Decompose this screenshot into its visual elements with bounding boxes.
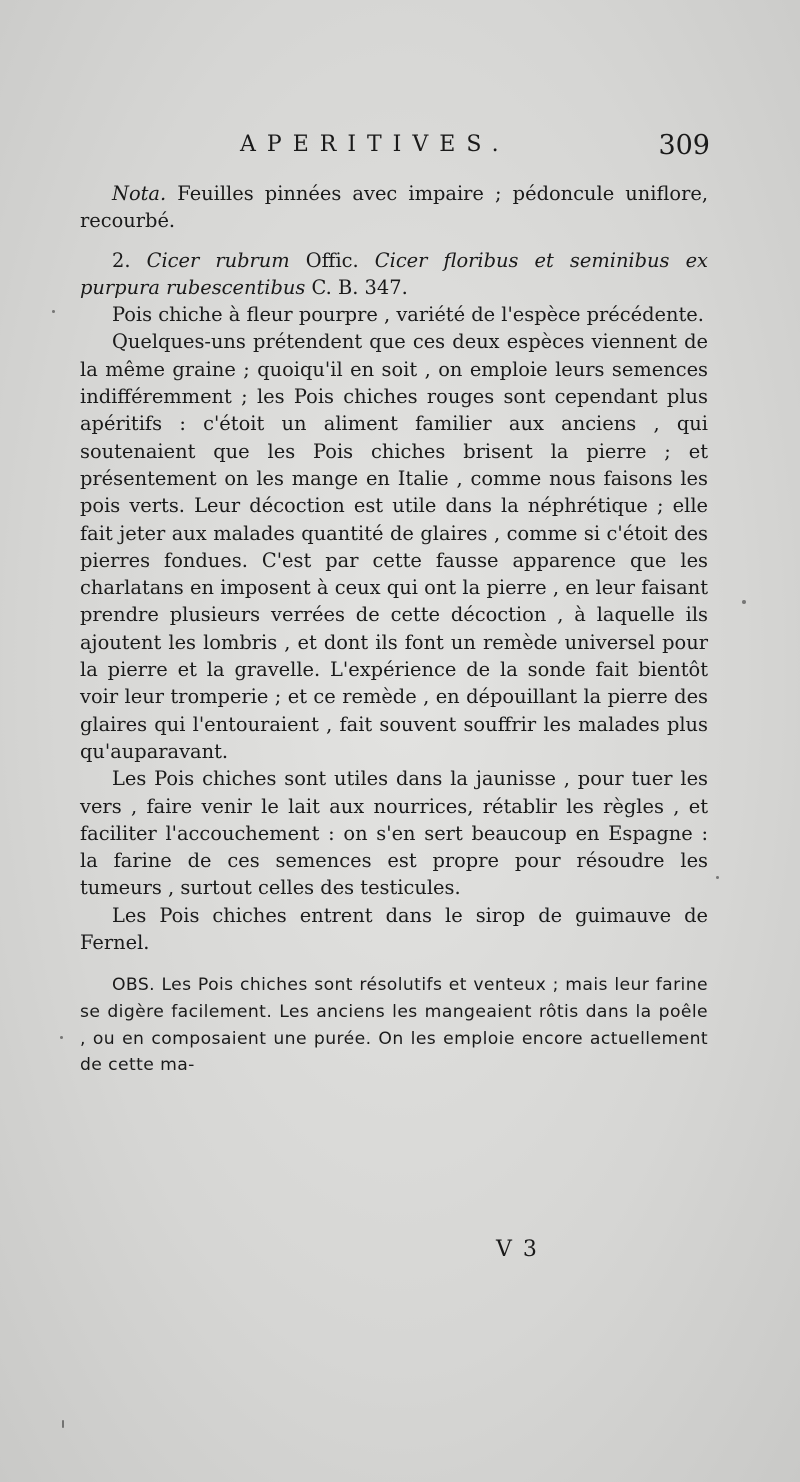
running-head: APERITIVES. [240,132,510,157]
observation-paragraph: OBS. Les Pois chiches sont résolutifs et venteux ; mais leur farine se digère facilement. Les anciens les mangeaient rôtis dans la poêle , ou en composaient une purée. On les emploie encore actuellement de cette ma- [80,975,708,1076]
body-paragraph: Les Pois chiches sont utiles dans la jaunisse , pour tuer les vers , faire venir le lait aux nourrices, rétablir les règles , et faciliter l'accouchement : on s'en sert beaucoup en Espagne : la farine de ces semences est propre pour résoudre les tumeurs , surtout celles des testicules. [80,767,708,900]
nota-paragraph [80,180,708,235]
paper-speck [742,600,746,604]
common-name-paragraph: Pois chiche à fleur pourpre , variété de l'espèce précédente. [112,303,704,327]
body-paragraph: Les Pois chiches entrent dans le sirop de guimauve de Fernel. [80,903,708,955]
body-paragraph: Quelques-uns prétendent que ces deux espèces viennent de la même graine ; quoiqu'il en soit , on emploie leurs semences indifféremment ; les Pois chiches rouges sont cependant plus apéritifs : c'étoit un aliment familier aux anciens , qui soutenaient que les Pois chiches brisent la pierre ; et présentement on les mange en Italie , comme nous faisons les pois verts. Leur décoction est utile dans la néphrétique ; elle fait jeter aux malades quantité de glaires , comme si c'étoit des pierres fondues. C'est par cette fausse apparence que les charlatans en imposent à ceux qui ont la pierre , en leur faisant prendre plusieurs verrées de cette décoction , à laquelle ils ajoutent les lombris , et dont ils font un remède universel pour la pierre et la gravelle. L'expérience de la sonde fait bientôt voir leur tromperie ; et ce remède , en dépouillant la pierre des glaires qui l'entouraient , fait souvent souffrir les malades plus qu'auparavant. [80,330,708,763]
page-header [240,132,710,166]
latin-name: Cicer floribus et seminibus ex purpura rubescentibus [80,248,708,299]
paper-speck [60,1036,63,1039]
paper-speck [52,310,55,313]
signature-mark: V 3 [496,1237,539,1262]
species-entry: 2. Cicer rubrum Offic. Cicer floribus et seminibus ex purpura rubescentibus C. B. 347. [80,248,708,299]
latin-name: Cicer rubrum [146,248,290,272]
page-body [80,180,708,1079]
nota-text: Feuilles pinnées avec impaire ; pédoncule uniflore, recourbé. [80,182,708,233]
paper-speck [716,876,719,879]
paper-speck [62,1420,64,1428]
nota-label: Nota. [112,182,167,205]
page-number: 309 [658,130,710,161]
